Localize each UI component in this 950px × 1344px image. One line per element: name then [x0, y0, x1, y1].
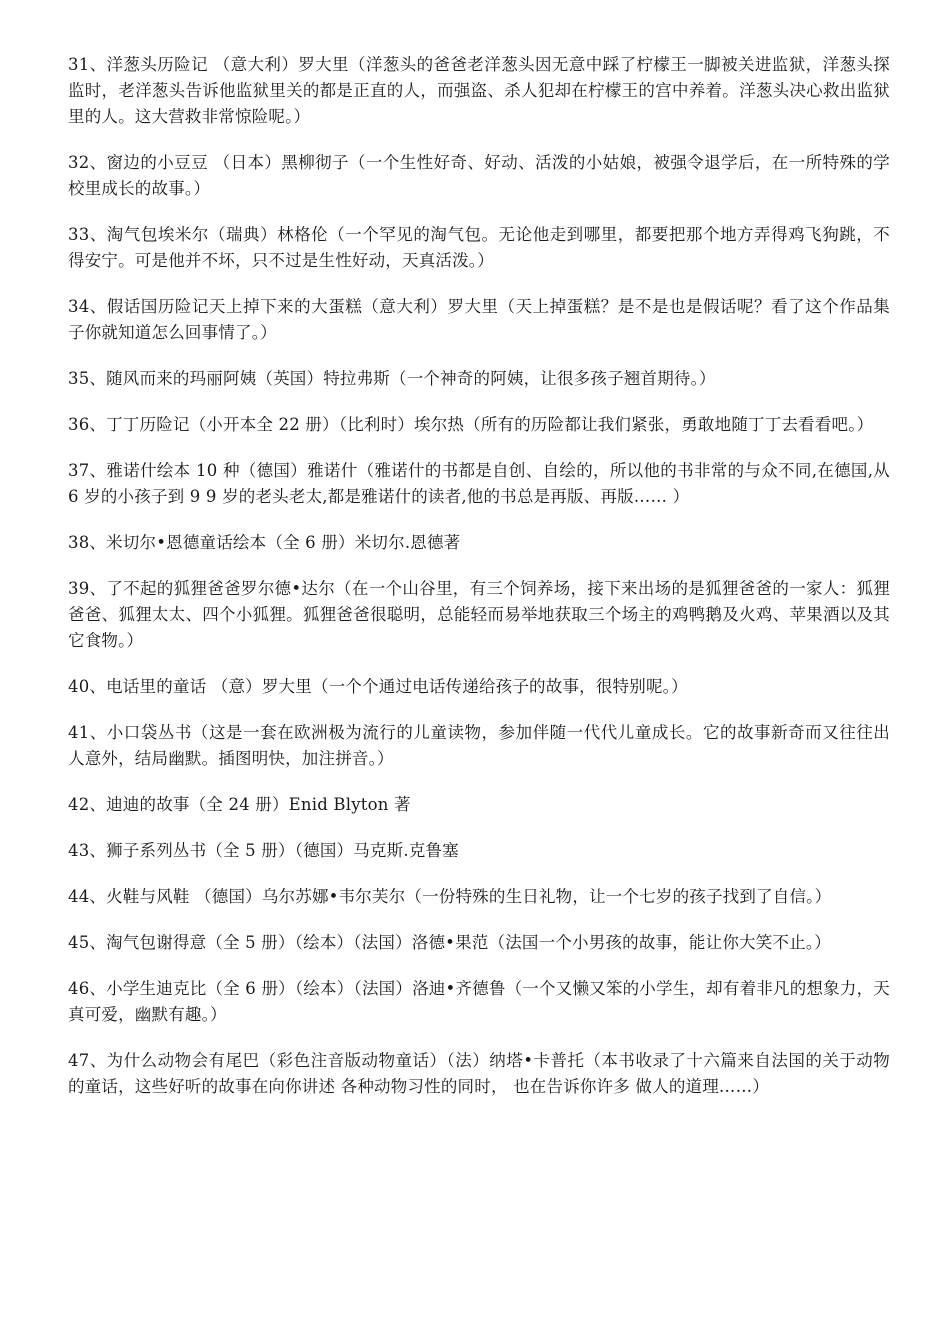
list-item: 46、小学生迪克比（全 6 册）（绘本）（法国）洛迪•齐德鲁（一个又懒又笨的小学生，却有着非凡的想象力，天真可爱，幽默有趣。）	[68, 979, 890, 1024]
list-item: 43、狮子系列丛书（全 5 册）（德国）马克斯.克鲁塞	[68, 841, 459, 860]
list-item: 45、淘气包谢得意（全 5 册）（绘本）（法国）洛德•果范（法国一个小男孩的故事，能让你大笑不止。）	[68, 933, 831, 952]
list-item: 37、雅诺什绘本 10 种（德国）雅诺什（雅诺什的书都是自创、自绘的，所以他的书非常的与众不同,在德国,从 6 岁的小孩子到 9 9 岁的老头老太,都是雅诺什的读者,他的书总是再版、再版…… ）	[68, 461, 890, 506]
list-item: 41、小口袋丛书（这是一套在欧洲极为流行的儿童读物，参加伴随一代代儿童成长。它的故事新奇而又往往出人意外，结局幽默。插图明快，加注拼音。）	[68, 723, 890, 768]
list-item: 35、随风而来的玛丽阿姨（英国）特拉弗斯（一个神奇的阿姨，让很多孩子翘首期待。）	[68, 369, 716, 388]
list-item: 38、米切尔•恩德童话绘本（全 6 册）米切尔.恩德著	[68, 533, 461, 552]
list-item: 31、洋葱头历险记 （意大利）罗大里（洋葱头的爸爸老洋葱头因无意中踩了柠檬王一脚被关进监狱，洋葱头探监时，老洋葱头告诉他监狱里关的都是正直的人，而强盗、杀人犯却在柠檬王的宫中养着。洋葱头决心救出监狱里的人。这大营救非常惊险呢。）	[68, 55, 890, 126]
list-item: 40、电话里的童话 （意）罗大里（一个个通过电话传递给孩子的故事，很特别呢。）	[68, 677, 688, 696]
list-item: 42、迪迪的故事（全 24 册）Enid Blyton 著	[68, 795, 411, 814]
list-item: 33、淘气包埃米尔（瑞典）林格伦（一个罕见的淘气包。无论他走到哪里，都要把那个地方弄得鸡飞狗跳，不得安宁。可是他并不坏，只不过是生性好动，天真活泼。）	[68, 225, 890, 270]
list-item: 39、了不起的狐狸爸爸罗尔德•达尔（在一个山谷里，有三个饲养场，接下来出场的是狐狸爸爸的一家人：狐狸爸爸、狐狸太太、四个小狐狸。狐狸爸爸很聪明，总能轻而易举地获取三个场主的鸡鸭鹅及火鸡、苹果酒以及其它食物。）	[68, 579, 890, 650]
list-item: 34、假话国历险记天上掉下来的大蛋糕（意大利）罗大里（天上掉蛋糕？是不是也是假话呢？看了这个作品集子你就知道怎么回事情了。）	[68, 297, 890, 342]
list-item: 44、火鞋与风鞋 （德国）乌尔苏娜•韦尔芙尔（一份特殊的生日礼物，让一个七岁的孩子找到了自信。）	[68, 887, 832, 906]
book-list	[68, 52, 890, 1120]
list-item: 36、丁丁历险记（小开本全 22 册）（比利时）埃尔热（所有的历险都让我们紧张，勇敢地随丁丁去看看吧。）	[68, 415, 874, 434]
list-item: 47、为什么动物会有尾巴（彩色注音版动物童话）（法）纳塔•卡普托（本书收录了十六篇来自法国的关于动物的童话，这些好听的故事在向你讲述 各种动物习性的同时， 也在告诉你许多 做人的道理……）	[68, 1051, 890, 1096]
list-item: 32、窗边的小豆豆 （日本）黑柳彻子（一个生性好奇、好动、活泼的小姑娘，被强令退学后，在一所特殊的学校里成长的故事。）	[68, 153, 890, 198]
